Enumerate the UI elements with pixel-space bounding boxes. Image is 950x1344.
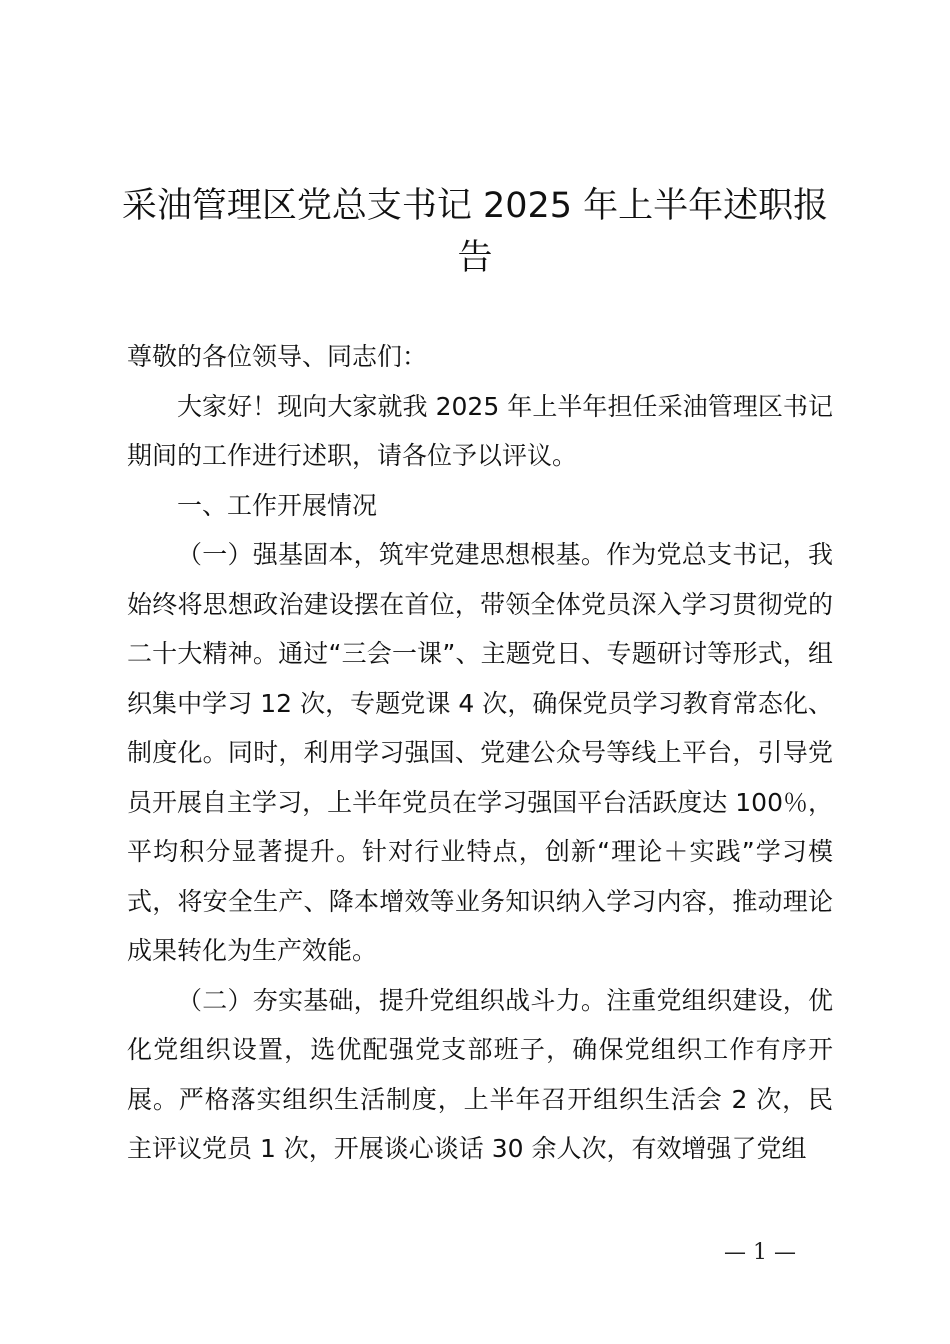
page-number: — 1 — <box>724 1240 796 1265</box>
title-line-2: 告 <box>457 238 493 278</box>
document-body <box>127 332 833 1174</box>
paragraph-section-1: （一）强基固本，筑牢党建思想根基。作为党总支书记，我始终将思想政治建设摆在首位，带领全体党员深入学习贯彻党的二十大精神。通过“三会一课”、主题党日、专题研讨等形式，组织集中学习 12 次，专题党课 4 次，确保党员学习教育常态化、制度化。同时，利用学习强国、党建公众号等线上平台，引导党员开展自主学习，上半年党员在学习强国平台活跃度达 100％，平均积分显著提升。针对行业特点，创新“理论＋实践”学习模式，将安全生产、降本增效等业务知识纳入学习内容，推动理论成果转化为生产效能。 <box>127 540 833 965</box>
section-heading-work: 一、工作开展情况 <box>177 490 378 520</box>
paragraph-section-2: （二）夯实基础，提升党组织战斗力。注重党组织建设，优化党组织设置，选优配强党支部班子，确保党组织工作有序开展。严格落实组织生活制度，上半年召开组织生活会 2 次，民主评议党员 1 次，开展谈心谈话 30 余人次，有效增强了党组 <box>127 985 833 1163</box>
paragraph-greeting: 大家好！现向大家就我 2025 年上半年担任采油管理区书记期间的工作进行述职，请各位予以评议。 <box>127 391 833 470</box>
title-line-1: 采油管理区党总支书记 2025 年上半年述职报 <box>121 186 829 226</box>
salutation: 尊敬的各位领导、同志们： <box>127 342 428 371</box>
document-title <box>100 180 850 284</box>
